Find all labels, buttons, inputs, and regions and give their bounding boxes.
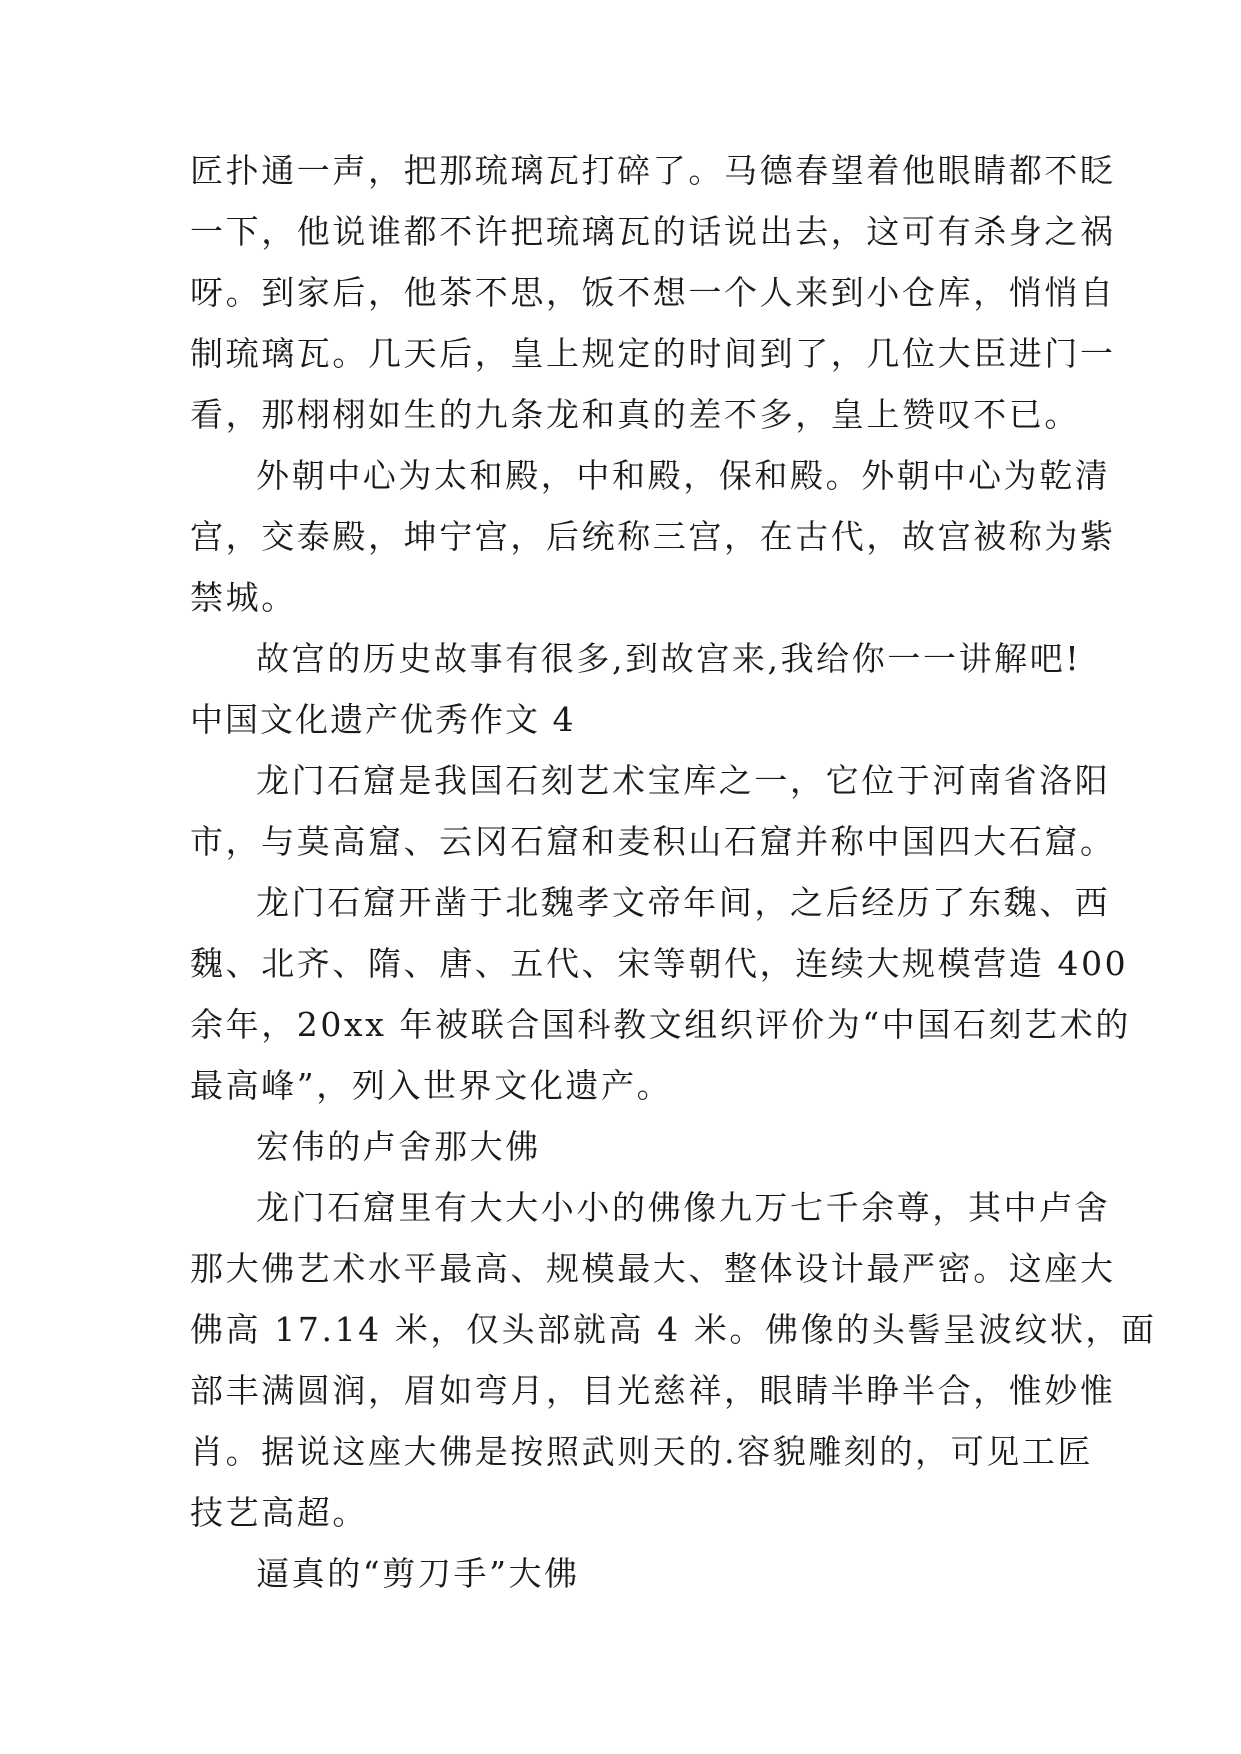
text-line: 禁城。 (190, 578, 297, 617)
text-line: 看，那栩栩如生的九条龙和真的差不多，皇上赞叹不已。 (190, 395, 1080, 434)
text-line: 一下，他说谁都不许把琉璃瓦的话说出去，这可有杀身之祸 (190, 212, 1116, 251)
text-line: 那大佛艺术水平最高、规模最大、整体设计最严密。这座大 (190, 1249, 1116, 1288)
text-line: 匠扑通一声，把那琉璃瓦打碎了。马德春望着他眼睛都不眨 (190, 151, 1116, 190)
text-line: 龙门石窟里有大大小小的佛像九万七千余尊，其中卢舍 (256, 1188, 1111, 1227)
text-line: 技艺高超。 (190, 1493, 368, 1532)
subheading: 宏伟的卢舍那大佛 (256, 1127, 541, 1166)
section-heading: 中国文化遗产优秀作文 4 (190, 700, 576, 739)
text-line: 肖。据说这座大佛是按照武则天的.容貌雕刻的，可见工匠 (190, 1432, 1094, 1471)
subheading: 逼真的“剪刀手”大佛 (256, 1554, 580, 1593)
text-line: 宫，交泰殿，坤宁宫，后统称三宫，在古代，故宫被称为紫 (190, 517, 1116, 556)
text-line: 部丰满圆润，眉如弯月，目光慈祥，眼睛半睁半合，惟妙惟 (190, 1371, 1116, 1410)
text-line: 外朝中心为太和殿，中和殿，保和殿。外朝中心为乾清 (256, 456, 1111, 495)
text-line: 故宫的历史故事有很多,到故宫来,我给你一一讲解吧! (256, 639, 1082, 678)
document-page (190, 140, 1157, 1604)
text-line: 呀。到家后，他茶不思，饭不想一个人来到小仓库，悄悄自 (190, 273, 1116, 312)
text-line: 市，与莫高窟、云冈石窟和麦积山石窟并称中国四大石窟。 (190, 822, 1116, 861)
text-line: 最高峰”，列入世界文化遗产。 (190, 1066, 673, 1105)
text-line: 余年，20xx 年被联合国科教文组织评价为“中国石刻艺术的 (190, 1005, 1131, 1044)
text-line: 龙门石窟是我国石刻艺术宝库之一，它位于河南省洛阳 (256, 761, 1111, 800)
text-line: 佛高 17.14 米，仅头部就高 4 米。佛像的头髻呈波纹状，面 (190, 1310, 1157, 1349)
text-line: 龙门石窟开凿于北魏孝文帝年间，之后经历了东魏、西 (256, 883, 1111, 922)
text-line: 制琉璃瓦。几天后，皇上规定的时间到了，几位大臣进门一 (190, 334, 1116, 373)
text-line: 魏、北齐、隋、唐、五代、宋等朝代，连续大规模营造 400 (190, 944, 1129, 983)
